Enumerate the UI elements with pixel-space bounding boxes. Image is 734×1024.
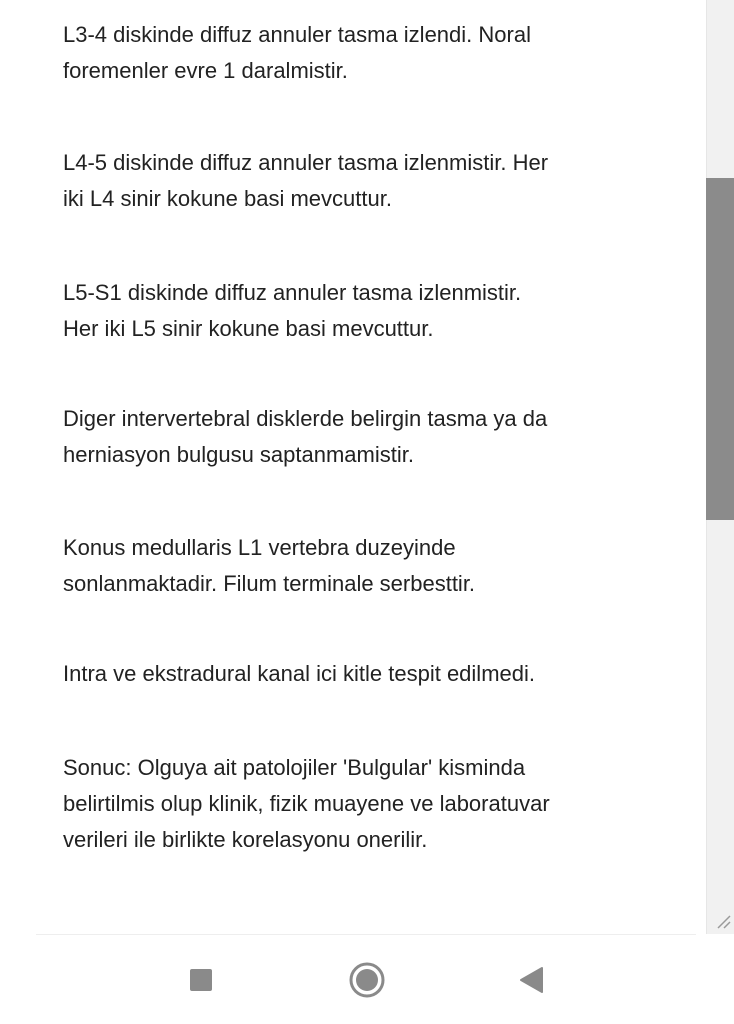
paragraph-line: L4-5 diskinde diffuz annuler tasma izlenmistir. Her xyxy=(63,150,549,175)
circle-icon xyxy=(348,961,386,999)
report-paragraph xyxy=(63,275,663,347)
report-paragraph xyxy=(63,530,663,602)
paragraph-line: Diger intervertebral disklerde belirgin tasma ya da xyxy=(63,406,548,431)
resize-grip-icon xyxy=(710,908,732,930)
report-paragraph xyxy=(63,750,663,858)
back-button[interactable] xyxy=(508,957,554,1003)
home-button[interactable] xyxy=(344,957,390,1003)
paragraph-line: L3-4 diskinde diffuz annuler tasma izlendi. Noral xyxy=(63,22,531,47)
report-paragraph xyxy=(63,656,663,692)
recents-button[interactable] xyxy=(178,957,224,1003)
paragraph-line: herniasyon bulgusu saptanmamistir. xyxy=(63,442,414,467)
paragraph-line: verileri ile birlikte korelasyonu onerilir. xyxy=(63,827,428,852)
square-icon xyxy=(189,968,213,992)
paragraph-line: Konus medullaris L1 vertebra duzeyinde xyxy=(63,535,456,560)
paragraph-line: Her iki L5 sinir kokune basi mevcuttur. xyxy=(63,316,434,341)
paragraph-line: Intra ve ekstradural kanal ici kitle tespit edilmedi. xyxy=(63,661,535,686)
paragraph-line: Sonuc: Olguya ait patolojiler 'Bulgular' kisminda xyxy=(63,755,526,780)
triangle-back-icon xyxy=(518,966,544,994)
paragraph-line: L5-S1 diskinde diffuz annuler tasma izlenmistir. xyxy=(63,280,522,305)
paragraph-line: iki L4 sinir kokune basi mevcuttur. xyxy=(63,186,392,211)
report-paragraph xyxy=(63,17,663,89)
report-paragraph xyxy=(63,145,663,217)
scrollbar-thumb[interactable] xyxy=(706,178,734,520)
paragraph-line: belirtilmis olup klinik, fizik muayene ve laboratuvar xyxy=(63,791,550,816)
paragraph-line: sonlanmaktadir. Filum terminale serbesttir. xyxy=(63,571,476,596)
paragraph-line: foremenler evre 1 daralmistir. xyxy=(63,58,348,83)
system-navigation-bar xyxy=(0,935,734,1024)
resize-handle[interactable] xyxy=(710,908,732,930)
report-paragraph xyxy=(63,401,663,473)
